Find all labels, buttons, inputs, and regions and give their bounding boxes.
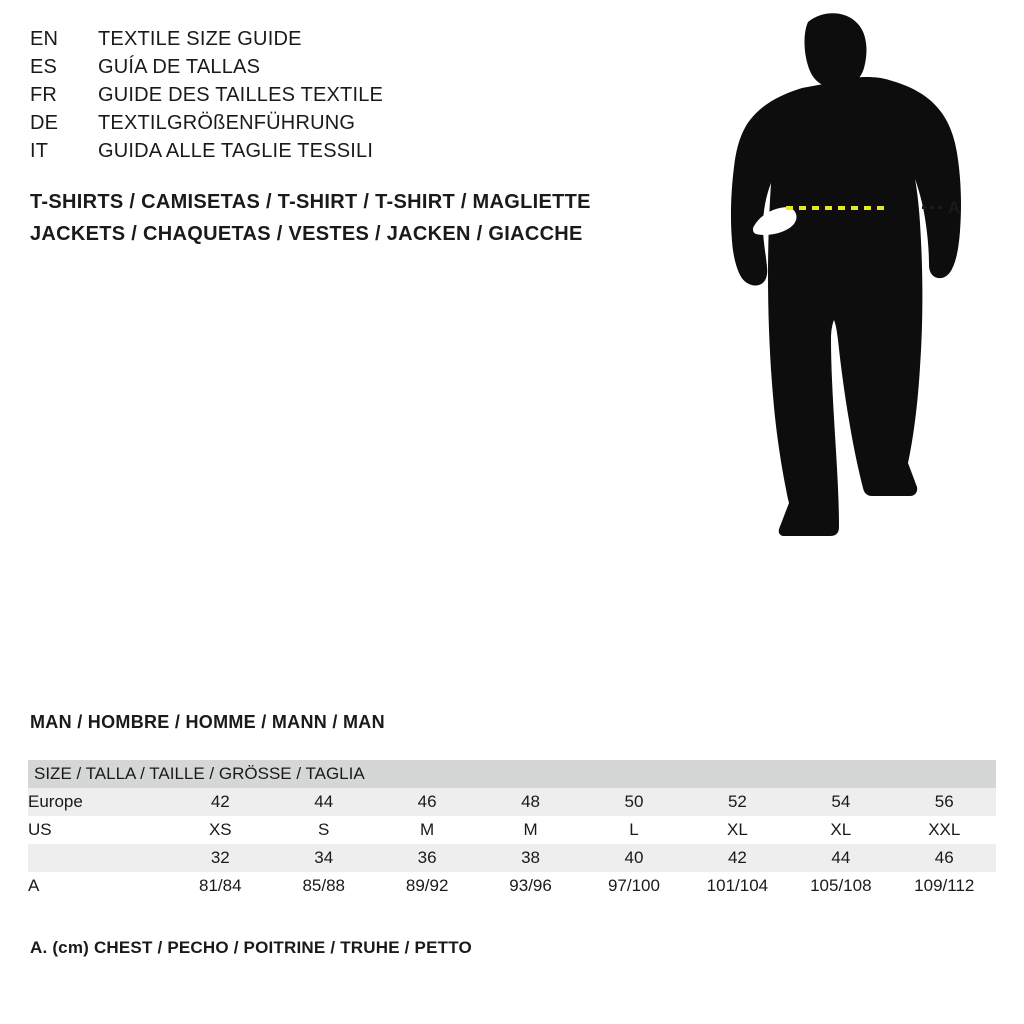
language-row — [30, 84, 650, 112]
row-label-a: A — [28, 876, 40, 895]
cell-value: 42 — [727, 848, 747, 867]
male-silhouette-icon — [690, 10, 1010, 690]
table-title-man: MAN / HOMBRE / HOMME / MANN / MAN — [30, 712, 385, 732]
cell-value: 93/96 — [509, 876, 552, 895]
language-code: DE — [30, 112, 59, 134]
size-table — [28, 760, 996, 900]
cell-value: 36 — [417, 848, 437, 867]
cell-value: 56 — [934, 792, 954, 811]
language-header-block — [30, 28, 650, 168]
cell-value: 46 — [934, 848, 954, 867]
row-label-europe: Europe — [28, 792, 83, 811]
cell-value: XL — [830, 820, 852, 839]
garment-line-tshirts: T-SHIRTS / CAMISETAS / T-SHIRT / T-SHIRT / MAGLIETTE — [30, 191, 591, 213]
language-row — [30, 140, 650, 168]
male-figure-illustration — [690, 10, 1010, 690]
cell-value: 44 — [314, 792, 334, 811]
cell-value: XS — [208, 820, 232, 839]
cell-value: L — [629, 820, 639, 839]
measure-label-a: A — [948, 198, 961, 217]
language-title: GUIDA ALLE TAGLIE TESSILI — [98, 140, 374, 162]
language-title: GUÍA DE TALLAS — [98, 56, 261, 78]
cell-value: 52 — [727, 792, 747, 811]
cell-value: 34 — [314, 848, 334, 867]
row-label-empty — [28, 844, 169, 872]
cell-value: 109/112 — [914, 876, 975, 895]
garment-line-jackets: JACKETS / CHAQUETAS / VESTES / JACKEN / GIACCHE — [30, 223, 583, 245]
cell-value: 85/88 — [302, 876, 345, 895]
language-row — [30, 56, 650, 84]
language-code: ES — [30, 56, 58, 78]
cell-value: 32 — [210, 848, 230, 867]
cell-value: 46 — [417, 792, 437, 811]
measure-leader-dots — [922, 206, 944, 209]
language-row — [30, 28, 650, 56]
cell-value: 101/104 — [706, 876, 769, 895]
cell-value: M — [420, 820, 435, 839]
cell-value: 50 — [624, 792, 644, 811]
cell-value: XL — [727, 820, 748, 839]
cell-value: 54 — [831, 792, 851, 811]
language-row — [30, 112, 650, 140]
language-title: GUIDE DES TAILLES TEXTILE — [98, 84, 384, 106]
cell-value: 42 — [210, 792, 230, 811]
cell-value: 48 — [521, 792, 541, 811]
language-code: EN — [30, 28, 59, 50]
table-header-row — [28, 760, 996, 788]
table-row — [28, 844, 996, 872]
garment-type-block — [30, 186, 670, 250]
cell-value: 97/100 — [607, 876, 660, 895]
footnote-chest-measure: A. (cm) CHEST / PECHO / POITRINE / TRUHE / PETTO — [30, 938, 472, 957]
table-row — [28, 816, 996, 844]
cell-value: 81/84 — [199, 876, 242, 895]
language-title: TEXTILGRÖßENFÜHRUNG — [98, 112, 356, 134]
cell-value: XXL — [928, 820, 961, 839]
table-header-label: SIZE / TALLA / TAILLE / GRÖSSE / TAGLIA — [28, 760, 996, 788]
table-row — [28, 872, 996, 900]
language-code: IT — [30, 140, 49, 162]
cell-value: M — [523, 820, 538, 839]
cell-value: 89/92 — [405, 876, 449, 895]
table-row — [28, 788, 996, 816]
language-title: TEXTILE SIZE GUIDE — [98, 28, 302, 50]
cell-value: 38 — [521, 848, 541, 867]
cell-value: 44 — [831, 848, 851, 867]
cell-value: 40 — [624, 848, 644, 867]
language-code: FR — [30, 84, 58, 106]
cell-value: S — [318, 820, 330, 839]
cell-value: 105/108 — [810, 876, 872, 895]
row-label-us: US — [28, 820, 52, 839]
